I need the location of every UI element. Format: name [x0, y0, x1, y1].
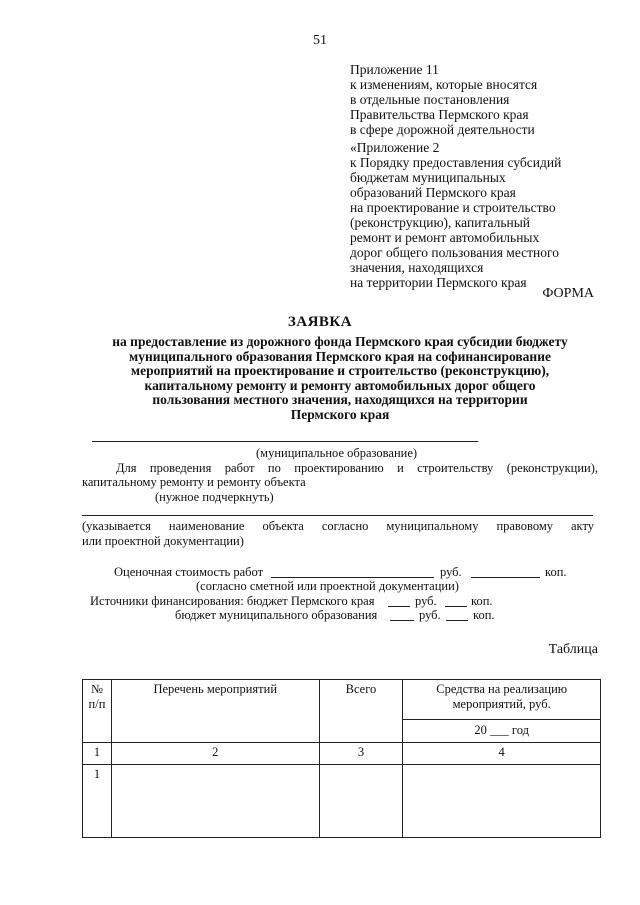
object-name-blank-line[interactable]	[82, 515, 593, 516]
col-number-cell: 3	[319, 743, 403, 765]
cost-label: Оценочная стоимость работ	[114, 565, 264, 579]
region-rub-blank[interactable]	[388, 606, 410, 607]
annex-2-line: «Приложение 2	[350, 140, 440, 155]
table-row	[83, 765, 601, 838]
cost-caption: (согласно сметной или проектной документации)	[196, 579, 459, 593]
form-label: ФОРМА	[542, 286, 594, 301]
purpose-line-1: Для проведения работ по проектированию и строительству (реконструкции),	[116, 461, 598, 475]
cost-kop-blank[interactable]	[471, 577, 540, 578]
col-number-cell: 4	[403, 743, 601, 765]
annex-2-line: к Порядку предоставления субсидий	[350, 155, 562, 170]
municipality-caption: (муниципальное образование)	[256, 446, 418, 460]
annex-11-line: Приложение 11	[350, 62, 439, 77]
municipal-rub-unit: руб.	[419, 608, 441, 622]
purpose-line-2: капитальному ремонту и ремонту объекта	[82, 475, 306, 489]
funding-label: Источники финансирования: бюджет Пермского края	[90, 594, 375, 608]
subtitle-line: мероприятий на проектирование и строительство (реконструкцию),	[130, 363, 550, 378]
municipal-kop-blank[interactable]	[446, 620, 468, 621]
document-title: ЗАЯВКА	[287, 314, 353, 330]
annex-11-line: к изменениям, которые вносятся	[350, 77, 538, 92]
object-caption-line-2: или проектной документации)	[82, 534, 244, 548]
col-number-cell: 1	[83, 743, 112, 765]
subtitle-line: муниципального образования Пермского края на софинансирование	[129, 348, 551, 364]
region-kop-unit: коп.	[471, 594, 493, 608]
funding-table	[82, 679, 601, 838]
region-kop-blank[interactable]	[445, 606, 467, 607]
annex-2-line: на проектирование и строительство	[350, 200, 556, 215]
row-activities-cell[interactable]	[111, 765, 319, 838]
annex-2-line: дорог общего пользования местного	[350, 245, 559, 260]
header-funds: Средства на реализацию мероприятий, руб.	[403, 680, 601, 720]
annex-11-block	[350, 62, 537, 137]
annex-11-line: Правительства Пермского края	[350, 107, 529, 122]
row-num-cell: 1	[83, 765, 112, 838]
municipal-rub-blank[interactable]	[390, 620, 414, 621]
municipal-kop-unit: коп.	[473, 608, 495, 622]
subtitle-line: капитальному ремонту и ремонту автомобильных дорог общего	[144, 377, 536, 393]
document-subtitle	[60, 335, 620, 422]
annex-2-line: (реконструкцию), капитальный	[350, 215, 531, 230]
region-rub-unit: руб.	[415, 594, 437, 608]
row-year-value-cell[interactable]	[403, 765, 601, 838]
municipal-budget-label: бюджет муниципального образования	[175, 608, 378, 622]
subtitle-line: пользования местного значения, находящихся на территории	[152, 392, 528, 407]
subtitle-line: на предоставление из дорожного фонда Пермского края субсидии бюджету	[112, 334, 568, 349]
annex-2-line: значения, находящихся	[350, 260, 484, 275]
cost-rub-blank[interactable]	[271, 577, 434, 578]
header-activities: Перечень мероприятий	[111, 680, 319, 743]
municipality-blank-line[interactable]	[92, 441, 478, 442]
annex-11-line: в отдельные постановления	[350, 92, 510, 107]
header-num: № п/п	[83, 680, 112, 743]
row-total-cell[interactable]	[319, 765, 403, 838]
header-year: 20 ___ год	[403, 719, 601, 742]
cost-kop-unit: коп.	[545, 565, 567, 579]
annex-2-line: бюджетам муниципальных	[350, 170, 506, 185]
col-number-cell: 2	[111, 743, 319, 765]
object-caption-line-1: (указывается наименование объекта согласно муниципальному правовому акту	[82, 519, 594, 533]
annex-11-line: в сфере дорожной деятельности	[350, 122, 535, 137]
subtitle-line: Пермского края	[290, 406, 390, 422]
table-label: Таблица	[548, 642, 598, 657]
annex-2-line: на территории Пермского края	[350, 275, 527, 290]
annex-2-block	[350, 140, 561, 290]
page-number: 51	[313, 33, 327, 48]
header-total: Всего	[319, 680, 403, 743]
annex-2-line: образований Пермского края	[350, 185, 516, 200]
cost-rub-unit: руб.	[440, 565, 462, 579]
underline-hint: (нужное подчеркнуть)	[155, 490, 274, 504]
annex-2-line: ремонт и ремонт автомобильных	[350, 230, 540, 245]
